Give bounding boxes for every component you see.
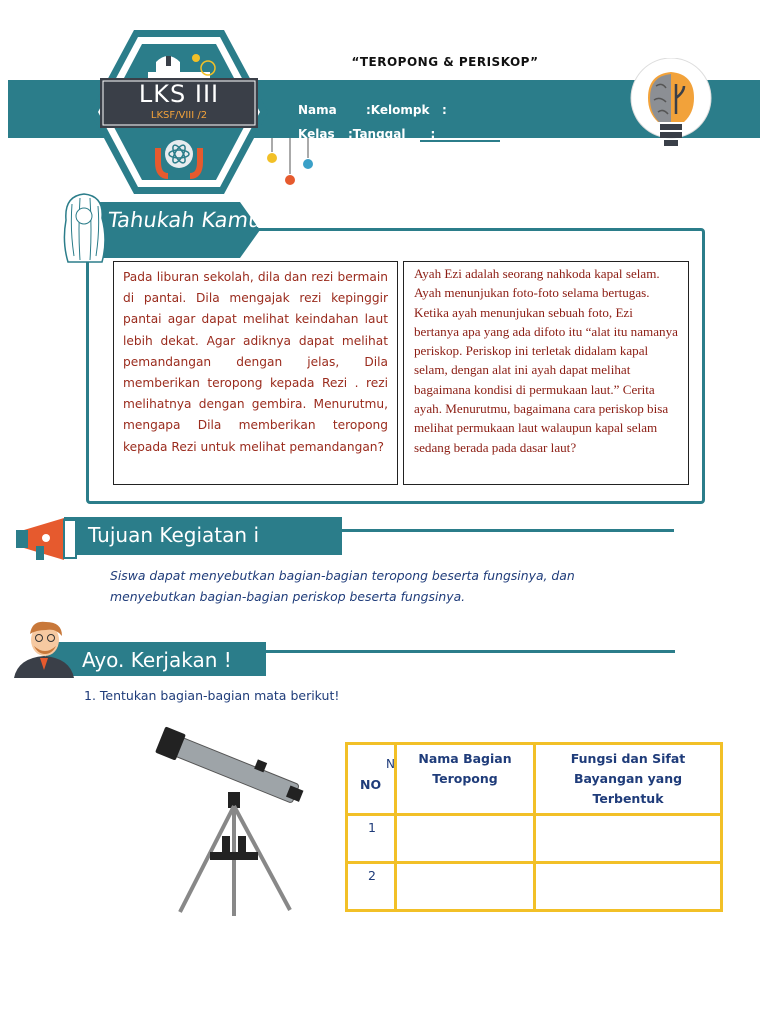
- row-nama-cell[interactable]: [396, 863, 535, 911]
- nama-label: Nama: [298, 103, 337, 117]
- teropong-table: [345, 742, 723, 912]
- ayo-line: [255, 650, 675, 653]
- story-ayah-ezi: Ayah Ezi adalah seorang nahkoda kapal selam. Ayah menunjukan foto-foto selama bertugas. Ketika ayah menunjukan sebuah foto, Ezi bertanya apa yang ada difoto itu “alat itu namanya periskop. Periskop ini terletak didalam kapal selam, dengan alat ini ayah dapat melihat bagaimana kondisi di permukaan laut.” Cerita ayah. Menurutmu, bagaimana cara periskop bisa melihat permukaan laut walaupun kapal selam sedang berada pada dasar laut?: [403, 261, 689, 485]
- row-fungsi-cell[interactable]: [535, 815, 722, 863]
- col-no-label: NO: [360, 777, 382, 792]
- megaphone-icon: [14, 516, 86, 562]
- professor-icon: [12, 620, 78, 678]
- col-no-header: [347, 744, 396, 815]
- telescope-image: [150, 726, 320, 920]
- tujuan-heading: Tujuan Kegiatan i: [88, 523, 259, 547]
- table-row: [347, 815, 722, 863]
- ayo-heading: Ayo. Kerjakan !: [82, 648, 232, 672]
- col-nama-header: Nama Bagian Teropong: [396, 744, 535, 815]
- badge-title: LKS III: [138, 80, 220, 108]
- kelas-label: Kelas: [298, 127, 335, 141]
- atom-icon: [165, 140, 193, 168]
- col-no-mark: N: [386, 757, 395, 771]
- row-no: 1: [347, 815, 396, 863]
- row-nama-cell[interactable]: [396, 815, 535, 863]
- tahukah-heading: Tahukah Kamu?: [106, 208, 275, 232]
- story-dila-rezi: Pada liburan sekolah, dila dan rezi bermain di pantai. Dila mengajak rezi kepinggir pantai agar dapat melihat keindahan laut lebih dekat. Agar adiknya dapat melihat pemandangan dengan jelas, Dila memberikan teropong kepada Rezi . rezi melihatnya dengan gembira. Menurutmu, mengapa Dila memberikan teropong kepada Rezi untuk melihat pemandangan?: [113, 261, 398, 485]
- tanggal-label: :Tanggal :: [348, 127, 436, 141]
- row-fungsi-cell[interactable]: [535, 863, 722, 911]
- tujuan-text: Siswa dapat menyebutkan bagian-bagian teropong beserta fungsinya, dan menyebutkan bagian-bagian periskop beserta fungsinya.: [110, 568, 575, 604]
- col-fungsi-header: Fungsi dan Sifat Bayangan yang Terbentuk: [535, 744, 722, 815]
- row-no: 2: [347, 863, 396, 911]
- brain-bulb-icon: [628, 58, 714, 158]
- question-1: 1. Tentukan bagian-bagian mata berikut!: [84, 688, 340, 703]
- page-title: “TEROPONG & PERISKOP”: [351, 55, 539, 69]
- tujuan-line: [330, 529, 674, 532]
- hanging-bulbs-icon: [262, 138, 322, 194]
- table-row: [347, 863, 722, 911]
- kelompok-label: :Kelompk :: [366, 103, 447, 117]
- badge-subtitle: LKSF/VIII /2: [150, 110, 208, 121]
- thinking-girl-icon: [58, 190, 110, 264]
